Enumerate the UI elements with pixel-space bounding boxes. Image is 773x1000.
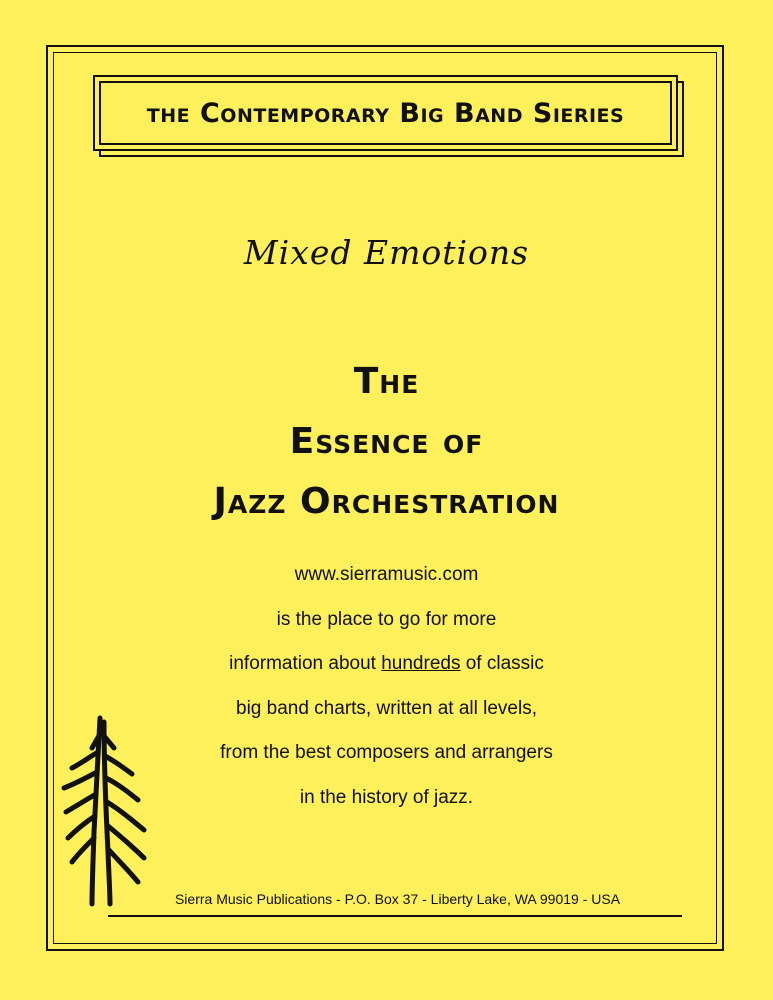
publisher-footer: Sierra Music Publications - P.O. Box 37 - Liberty Lake, WA 99019 - USA bbox=[174, 891, 621, 907]
info-line-3-end: of classic bbox=[460, 653, 544, 674]
info-line-3-start: information about bbox=[229, 653, 382, 674]
info-line-3-underlined: hundreds bbox=[381, 653, 461, 674]
website-url: www.sierramusic.com bbox=[294, 564, 479, 585]
series-title: the Contemporary Big Band Sieries bbox=[146, 97, 625, 129]
info-line-3 bbox=[0, 642, 773, 687]
piece-title: Mixed Emotions bbox=[243, 233, 530, 272]
info-line-2: is the place to go for more bbox=[276, 608, 497, 630]
series-banner-inner bbox=[99, 81, 672, 145]
pine-tree-icon bbox=[58, 712, 158, 912]
info-line-4: big band charts, written at all levels, bbox=[236, 697, 537, 719]
collection-line-2: Essence of bbox=[289, 421, 484, 462]
footer-rule bbox=[108, 915, 682, 917]
collection-line-1: The bbox=[353, 361, 420, 402]
collection-title bbox=[0, 352, 773, 532]
info-line-6: in the history of jazz. bbox=[299, 786, 474, 808]
collection-line-3: Jazz Orchestration bbox=[213, 481, 560, 522]
info-line-5: from the best composers and arrangers bbox=[220, 742, 553, 763]
